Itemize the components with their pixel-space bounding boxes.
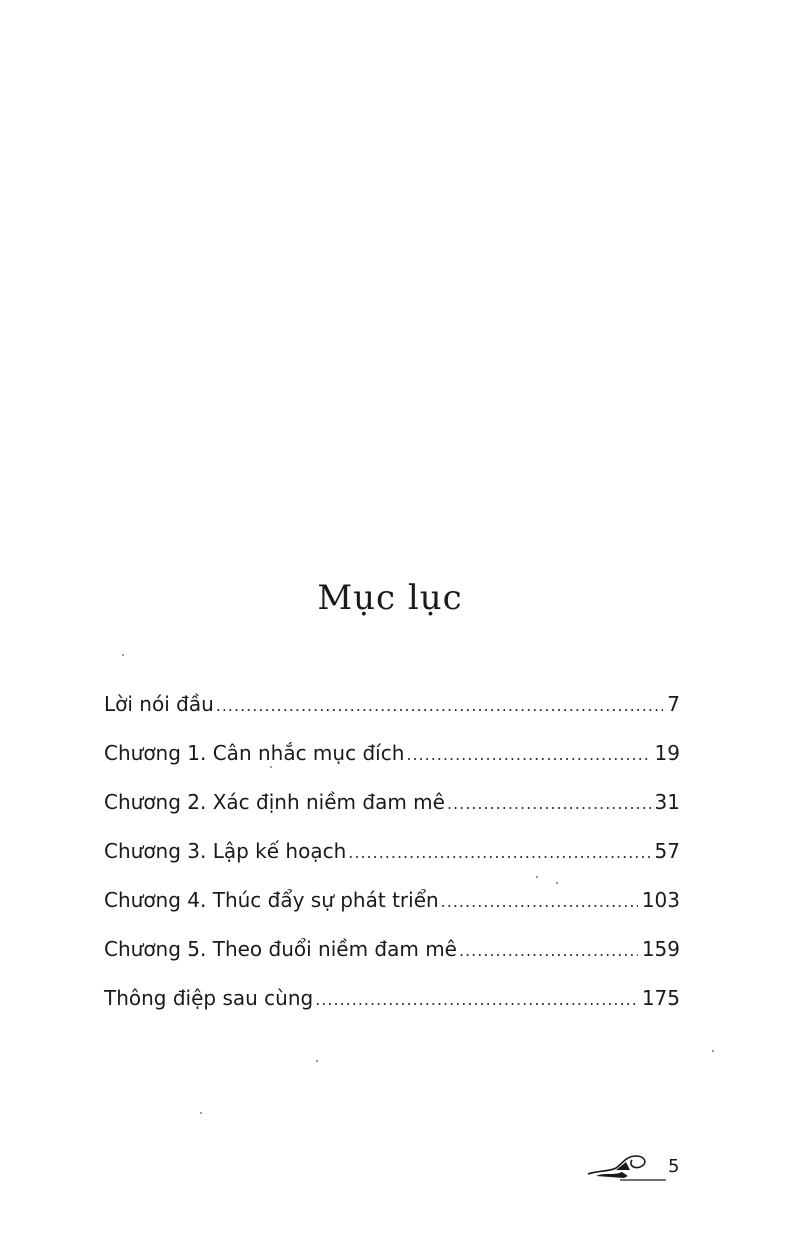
paper-speck [536, 876, 538, 878]
toc-entry [104, 741, 680, 790]
toc-entry-page: 159 [641, 937, 680, 961]
toc-title: Mục lục [317, 578, 463, 618]
paper-speck [270, 766, 272, 768]
toc-entry-label: Lời nói đầu [104, 692, 214, 716]
toc-entry [104, 986, 680, 1035]
paper-speck [316, 1060, 318, 1062]
toc-entry-page: 57 [654, 839, 680, 863]
toc-leader-dots [406, 745, 650, 764]
toc-entry [104, 839, 680, 888]
toc-entry-label: Chương 4. Thúc đẩy sự phát triển [104, 888, 439, 912]
paper-speck [556, 882, 558, 884]
toc-entry-page: 19 [654, 741, 680, 765]
toc-entry-label: Chương 2. Xác định niềm đam mê [104, 790, 445, 814]
flourish-ornament-icon [586, 1148, 666, 1184]
paper-speck [122, 654, 124, 656]
page-number: 5 [668, 1156, 680, 1177]
toc-entry-label: Chương 5. Theo đuổi niềm đam mê [104, 937, 457, 961]
toc-entry [104, 888, 680, 937]
toc-entry-page: 175 [641, 986, 680, 1010]
toc-leader-dots [216, 696, 664, 715]
toc-entry [104, 937, 680, 986]
toc-entry-page: 31 [654, 790, 680, 814]
toc-entry [104, 692, 680, 741]
toc-leader-dots [315, 990, 638, 1009]
toc-entry-label: Chương 3. Lập kế hoạch [104, 839, 347, 863]
toc-leader-dots [459, 941, 638, 960]
toc-leader-dots [348, 843, 650, 862]
paper-speck [712, 1050, 714, 1052]
toc-entry-page: 103 [641, 888, 680, 912]
paper-speck [200, 1112, 202, 1114]
toc-entry [104, 790, 680, 839]
toc-entry-label: Thông điệp sau cùng [104, 986, 314, 1010]
toc-leader-dots [441, 892, 638, 911]
toc-entry-page: 7 [667, 692, 680, 716]
toc-leader-dots [447, 794, 651, 813]
toc-list [104, 692, 680, 1035]
toc-entry-label: Chương 1. Cân nhắc mục đích [104, 741, 405, 765]
